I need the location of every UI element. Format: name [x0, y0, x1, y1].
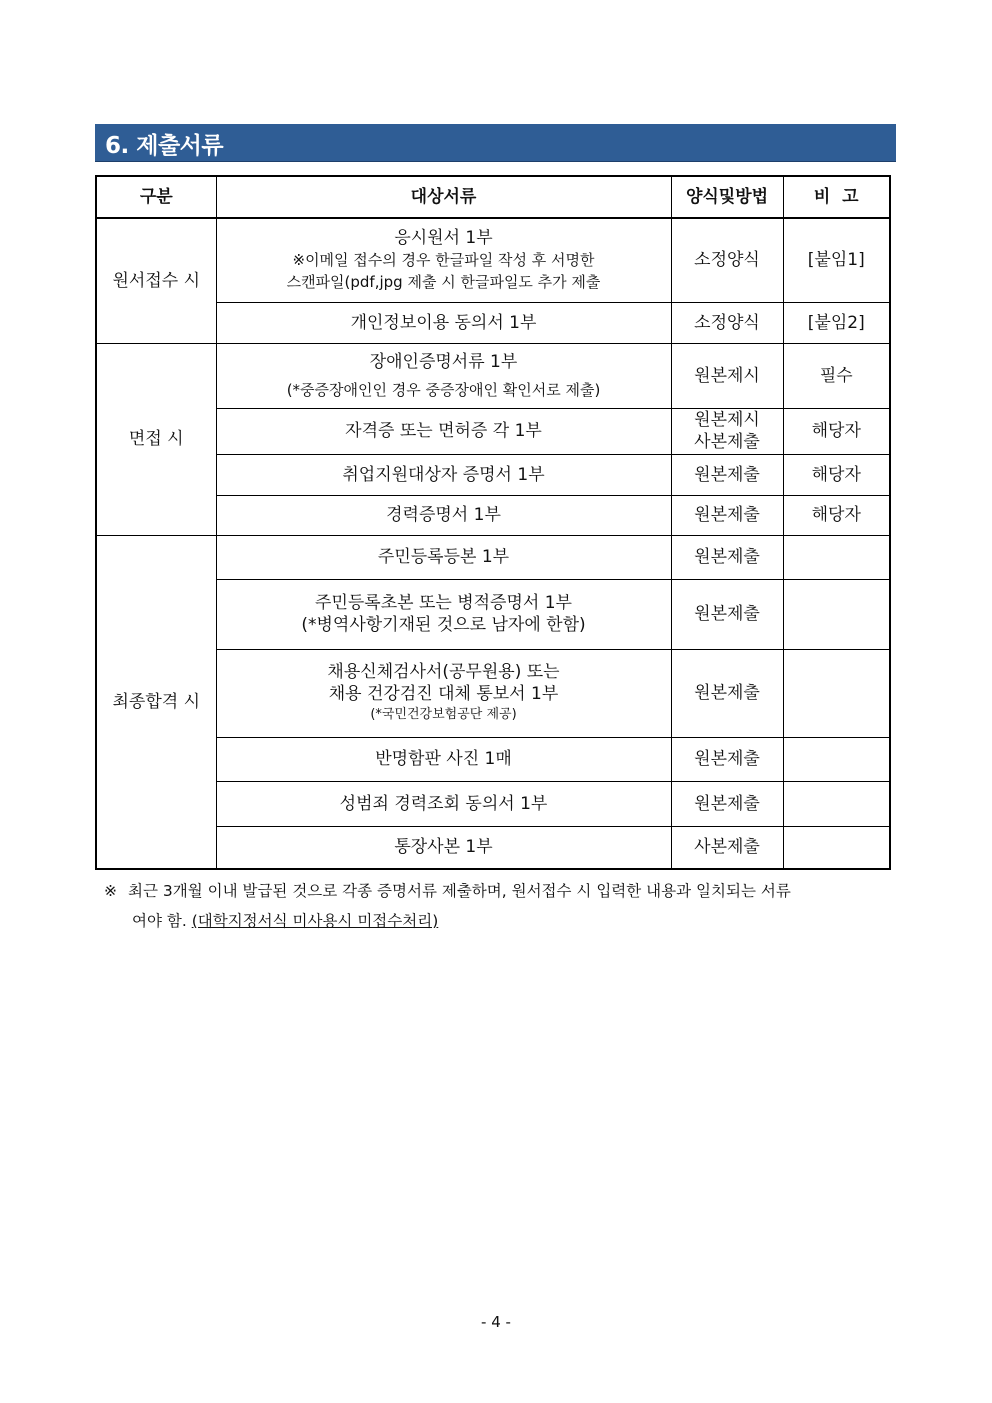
doc-cell: 취업지원대상자 증명서 1부: [216, 454, 671, 495]
method-cell: 원본제출: [671, 454, 783, 495]
method-cell: 원본제출: [671, 535, 783, 579]
table-header-row: [96, 176, 890, 218]
doc-cell: 주민등록초본 또는 병적증명서 1부 (*병역사항기재된 것으로 남자에 한함): [216, 579, 671, 649]
method-cell: 사본제출: [671, 826, 783, 869]
doc-cell: 반명함판 사진 1매: [216, 737, 671, 781]
doc-cell: 응시원서 1부 ※이메일 접수의 경우 한글파일 작성 후 서명한 스캔파일(pdf,jpg 제출 시 한글파일도 추가 제출: [216, 218, 671, 302]
header-remarks: 비 고: [783, 176, 890, 218]
group-label-final: 최종합격 시: [96, 535, 216, 869]
section-title: 6. 제출서류: [105, 133, 224, 159]
note-cell: 필수: [783, 343, 890, 408]
table-row: [96, 408, 890, 454]
footnote-mark: ※: [104, 882, 117, 900]
footnote-line2: 여야 함.: [132, 912, 192, 930]
header-documents: 대상서류: [216, 176, 671, 218]
section-title-bar: [95, 124, 896, 162]
note-cell: [783, 535, 890, 579]
table-row: [96, 454, 890, 495]
note-cell: 해당자: [783, 454, 890, 495]
footnote-underlined: (대학지정서식 미사용시 미접수처리): [191, 912, 439, 930]
doc-cell: 장애인증명서류 1부 (*중증장애인인 경우 중증장애인 확인서로 제출): [216, 343, 671, 408]
method-cell: 원본제출: [671, 781, 783, 826]
method-cell: 원본제출: [671, 579, 783, 649]
group-label-interview: 면접 시: [96, 343, 216, 535]
table-row: [96, 495, 890, 535]
header-method: 양식및방법: [671, 176, 783, 218]
method-cell: 원본제시 사본제출: [671, 408, 783, 454]
footnote: [104, 876, 899, 936]
table-row: [96, 781, 890, 826]
table-row: [96, 826, 890, 869]
table-row: [96, 579, 890, 649]
documents-table: [95, 175, 891, 870]
doc-cell: 채용신체검사서(공무원용) 또는 채용 건강검진 대체 통보서 1부 (*국민건강보험공단 제공): [216, 649, 671, 737]
method-cell: 원본제출: [671, 649, 783, 737]
note-cell: [붙임1]: [783, 218, 890, 302]
doc-cell: 개인정보이용 동의서 1부: [216, 302, 671, 343]
method-cell: 소정양식: [671, 302, 783, 343]
note-cell: [붙임2]: [783, 302, 890, 343]
method-cell: 원본제시: [671, 343, 783, 408]
table-row: [96, 218, 890, 302]
note-cell: [783, 826, 890, 869]
page-number: - 4 -: [481, 1313, 511, 1331]
note-cell: [783, 579, 890, 649]
table-row: [96, 343, 890, 408]
header-category: 구분: [96, 176, 216, 218]
method-cell: 소정양식: [671, 218, 783, 302]
doc-cell: 주민등록등본 1부: [216, 535, 671, 579]
note-cell: [783, 649, 890, 737]
table-row: [96, 535, 890, 579]
doc-cell: 자격증 또는 면허증 각 1부: [216, 408, 671, 454]
doc-cell: 통장사본 1부: [216, 826, 671, 869]
doc-cell: 성범죄 경력조회 동의서 1부: [216, 781, 671, 826]
method-cell: 원본제출: [671, 495, 783, 535]
method-cell: 원본제출: [671, 737, 783, 781]
table-row: [96, 302, 890, 343]
note-cell: [783, 781, 890, 826]
note-cell: 해당자: [783, 408, 890, 454]
group-label-application: 원서접수 시: [96, 218, 216, 343]
doc-cell: 경력증명서 1부: [216, 495, 671, 535]
footnote-line1: 최근 3개월 이내 발급된 것으로 각종 증명서류 제출하며, 원서접수 시 입력한 내용과 일치되는 서류: [128, 882, 791, 900]
note-cell: 해당자: [783, 495, 890, 535]
table-row: [96, 737, 890, 781]
note-cell: [783, 737, 890, 781]
table-row: [96, 649, 890, 737]
